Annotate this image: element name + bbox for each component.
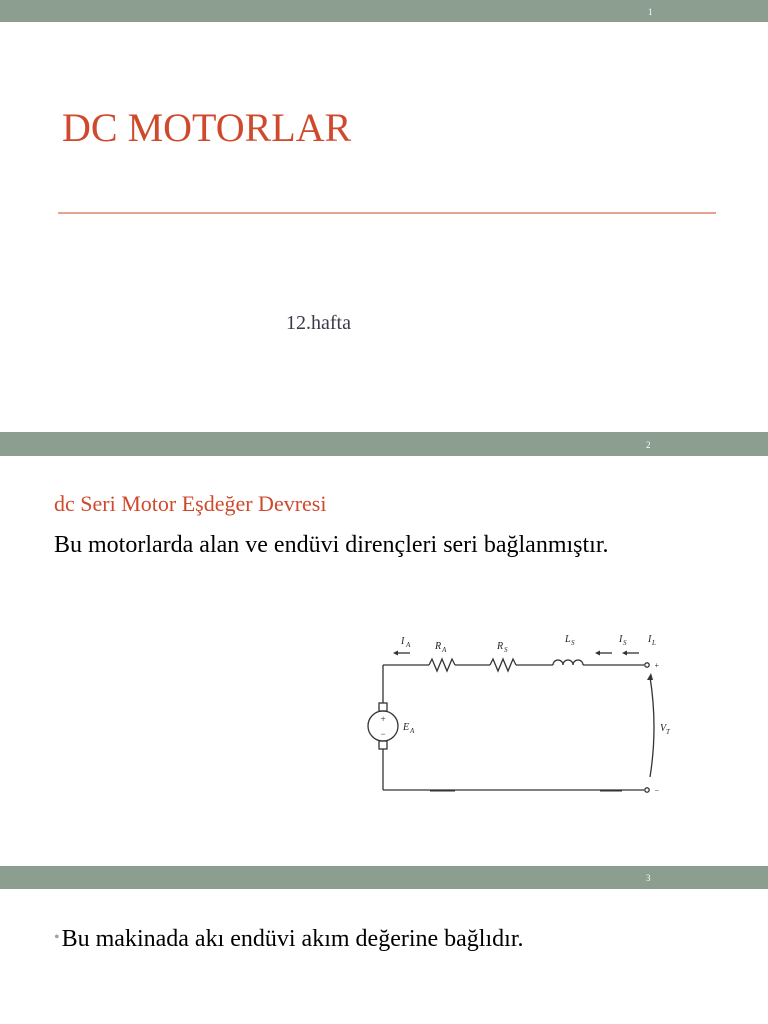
resistor-rs xyxy=(490,659,516,671)
slide-body-text: Bu motorlarda alan ve endüvi dirençleri seri bağlanmıştır. xyxy=(54,532,609,558)
label-ia-sub: A xyxy=(406,641,411,649)
series-motor-circuit-diagram xyxy=(360,625,670,800)
label-rs: R xyxy=(497,641,504,652)
label-rs-sub: S xyxy=(504,646,508,654)
label-vt-sub: T xyxy=(666,728,670,736)
terminal-plus-sign: + xyxy=(654,661,660,670)
slide-header-bar xyxy=(0,432,768,456)
label-ia: I xyxy=(401,636,405,647)
resistor-ra xyxy=(429,659,455,671)
label-il: I xyxy=(648,634,652,645)
label-is: I xyxy=(619,634,623,645)
label-ls-sub: S xyxy=(571,639,575,647)
label-ea-sub: A xyxy=(410,727,415,735)
slide-header-bar xyxy=(0,0,768,22)
label-ra-sub: A xyxy=(442,646,447,654)
bullet-marker: • xyxy=(54,929,60,946)
label-ls: L xyxy=(565,634,571,645)
label-ea: E xyxy=(403,722,410,733)
label-vt: V xyxy=(660,723,667,734)
label-ra: R xyxy=(435,641,442,652)
slide-heading: dc Seri Motor Eşdeğer Devresi xyxy=(54,491,327,516)
bullet-text: Bu makinada akı endüvi akım değerine bağlıdır. xyxy=(61,926,524,952)
motor-minus-sign: − xyxy=(380,729,387,739)
motor-plus-sign: + xyxy=(380,714,387,724)
terminal-plus xyxy=(645,663,649,667)
label-il-sub: L xyxy=(652,639,656,647)
bullet-item xyxy=(54,926,523,953)
slide-subtitle: 12.hafta xyxy=(286,312,351,334)
title-underline xyxy=(58,212,716,214)
slide-title: DC MOTORLAR xyxy=(62,105,352,150)
slide-number: 3 xyxy=(646,873,651,883)
slide-number: 1 xyxy=(648,7,653,17)
label-is-sub: S xyxy=(623,639,627,647)
terminal-minus-sign: − xyxy=(654,786,660,795)
terminal-minus xyxy=(645,788,649,792)
inductor-ls xyxy=(553,660,583,665)
slide-header-bar xyxy=(0,866,768,889)
slide-number: 2 xyxy=(646,440,651,450)
